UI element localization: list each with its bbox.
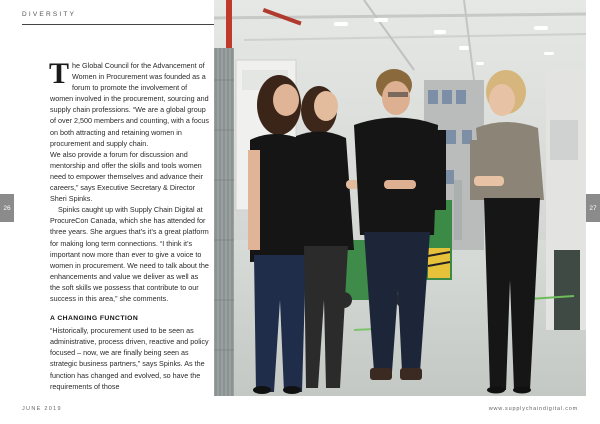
photo-illustration (214, 0, 586, 396)
drop-cap: T (49, 57, 70, 90)
page-number-right: 27 (586, 194, 600, 222)
header-rule (22, 24, 214, 25)
page-number-left: 26 (0, 194, 14, 222)
section-label: DIVERSITY (22, 11, 77, 18)
article-paragraph-2: We also provide a forum for discussion and mentorship and offer the skills and tools women need to empower themselves and advance their careers,” says Executive Secretary & Director Sheri Spinks. (50, 149, 204, 204)
article-paragraph-3: Spinks caught up with Supply Chain Digital at ProcureCon Canada, which she has attended for three years. She argues that’s it’s a great platform for making long term connections. “I think it’s important now more than ever to give a voice to women in procurement. We need to talk about the enhancements and value we deliver as well as the soft skills we possess that contribute to our success in this area,” she comments. (50, 205, 209, 303)
warehouse-photo (214, 0, 586, 396)
footer-date: JUNE 2019 (22, 406, 62, 412)
article-subheading: A CHANGING FUNCTION (50, 315, 139, 323)
article-paragraph-1 (49, 57, 210, 149)
article-body (49, 57, 210, 392)
paragraph-1-text: he Global Council for the Advancement of Women in Procurement was founded as a forum to promote the involvement of women involved in the procurement, sourcing and supply chain professions. “We are a global group of over 2,500 members and counting, with a focus on both attracting and retaining women in procurement and supply chain. (50, 61, 210, 148)
footer-url: www.supplychaindigital.com (488, 406, 578, 412)
article-paragraph-4: “Historically, procurement used to be seen as administrative, process driven, reactive and policy focused – now, we are finally being seen as strategic business partners,” says Spinks. As the function has changed and evolved, so have the requirements of those (50, 326, 209, 391)
